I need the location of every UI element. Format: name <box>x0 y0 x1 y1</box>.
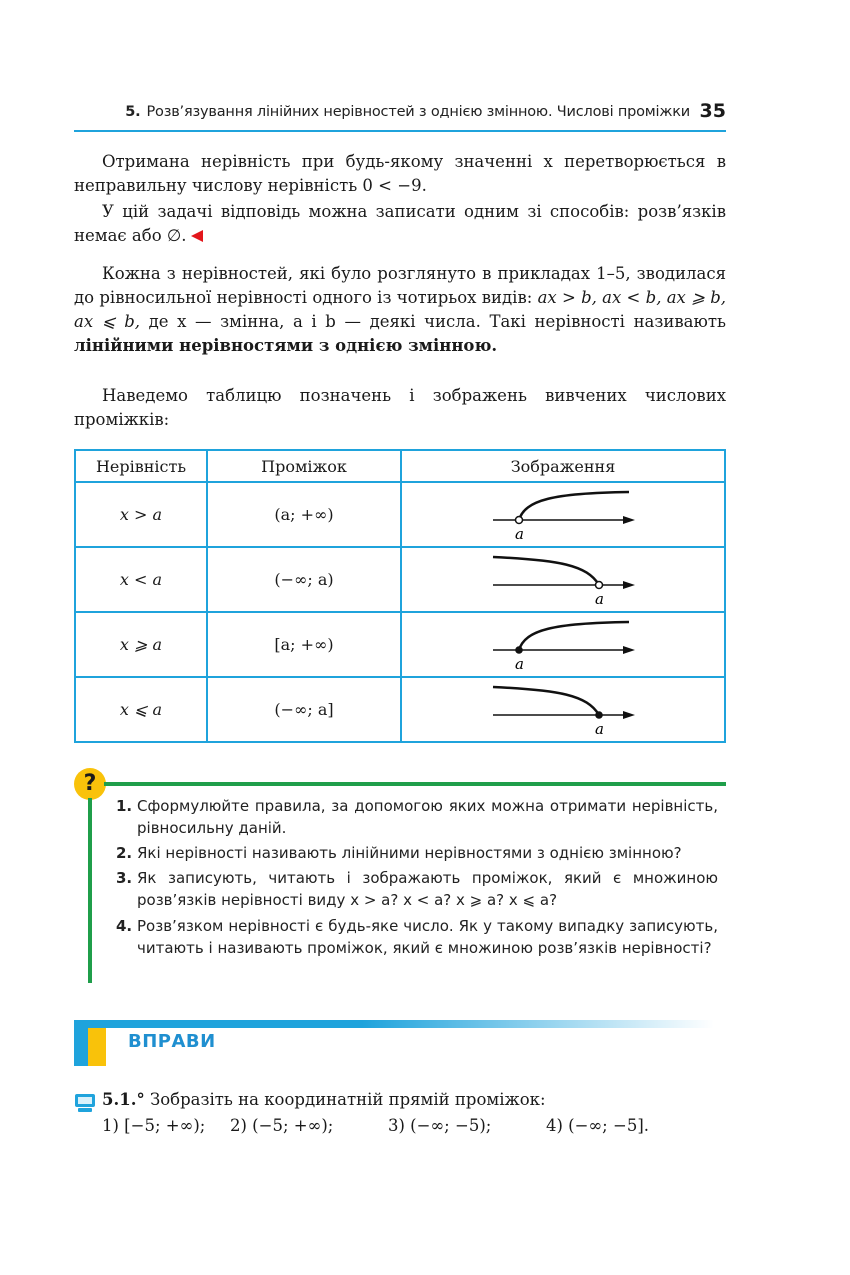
question-item <box>116 867 718 911</box>
inequality-cell <box>75 677 207 742</box>
interval-text: [a; +∞) <box>274 635 334 654</box>
question-text: Сформулюйте правила, за допомогою яких можна отримати нерівність, рівносильну даній. <box>137 797 718 837</box>
point-label: a <box>595 589 604 608</box>
exercises-banner-bar <box>74 1020 714 1028</box>
exercise-number: 5.1.° <box>102 1090 145 1109</box>
interval-text: (a; +∞) <box>274 505 334 524</box>
interval-text: (−∞; a) <box>274 570 334 589</box>
table-row <box>75 482 725 547</box>
paragraph-1: Отримана нерівність при будь-якому значенні x перетворюється в неправильну числову нерівність 0 < −9. <box>74 152 726 195</box>
definition-term: лінійними нерівностями з однією змінною. <box>74 336 498 355</box>
table-row <box>75 547 725 612</box>
exercise-5-1 <box>102 1090 546 1109</box>
exercise-options <box>102 1116 702 1135</box>
inequality-text: x ⩾ a <box>119 635 163 654</box>
paragraph-3 <box>74 262 726 358</box>
interval-text: (−∞; a] <box>274 700 334 719</box>
section-title: Розв’язування лінійних нерівностей з однією змінною. Числові проміжки <box>146 104 690 120</box>
table-row <box>75 677 725 742</box>
table-header: Проміжок <box>207 450 401 482</box>
question-text: Як записують, читають і зображають проміжок, який є множиною розв’язків нерівності виду x > a? x < a? x ⩾ a? x ⩽ a? <box>137 869 718 909</box>
picture-cell <box>401 677 725 742</box>
intervals-table <box>74 449 726 743</box>
question-number: 4. <box>116 917 133 935</box>
exercise-option: 1) [−5; +∞); <box>102 1116 206 1135</box>
point-label: a <box>515 524 524 543</box>
number-line-open-left-icon <box>463 550 663 610</box>
picture-cell <box>401 547 725 612</box>
inequality-text: x < a <box>119 570 163 589</box>
paragraph-2-text: У цій задачі відповідь можна записати одним зі способів: розв’язків немає або ∅. <box>74 202 726 245</box>
interval-cell <box>207 547 401 612</box>
inequality-cell <box>75 482 207 547</box>
interval-cell <box>207 482 401 547</box>
running-header <box>74 100 726 132</box>
header-title <box>125 104 690 120</box>
table-header: Зображення <box>401 450 725 482</box>
banner-flag-yellow <box>88 1028 106 1066</box>
number-line-closed-left-icon <box>463 680 663 740</box>
section-number: 5. <box>125 104 141 120</box>
paragraph-3-text-a: Кожна з нерівностей, які було розглянуто в прикладах 1–5, зводилася до рівносильної нерівності одного із чотирьох видів: <box>74 264 726 307</box>
question-number: 1. <box>116 797 133 815</box>
table-row <box>75 612 725 677</box>
exercise-text: Зобразіть на координатній прямій проміжок: <box>149 1090 546 1109</box>
table-header: Нерівність <box>75 450 207 482</box>
exercise-option: 2) (−5; +∞); <box>230 1116 334 1135</box>
paragraph-3-text-b: де x — змінна, a і b — деякі числа. Такі нерівності називають <box>140 312 726 331</box>
question-item <box>116 795 718 839</box>
interval-cell <box>207 612 401 677</box>
picture-cell <box>401 612 725 677</box>
point-label: a <box>595 719 604 738</box>
inequality-cell <box>75 547 207 612</box>
exercise-option: 3) (−∞; −5); <box>388 1116 492 1135</box>
point-label: a <box>515 654 524 673</box>
banner-flag-blue <box>74 1020 88 1066</box>
number-line-closed-right-icon <box>463 615 663 675</box>
inequality-text: x ⩽ a <box>119 700 163 719</box>
question-number: 3. <box>116 869 133 887</box>
computer-icon <box>74 1093 96 1113</box>
question-item <box>116 915 718 959</box>
table-header-row <box>75 450 725 482</box>
number-line-open-right-icon <box>463 485 663 545</box>
paragraph-2 <box>74 200 726 248</box>
exercise-option: 4) (−∞; −5]. <box>546 1116 649 1135</box>
end-of-solution-icon <box>191 230 203 242</box>
inequality-cell <box>75 612 207 677</box>
question-number: 2. <box>116 844 133 862</box>
paragraph-4: Наведемо таблицю позначень і зображень вивчених числових проміжків: <box>74 386 726 429</box>
questions-side-bar <box>88 798 92 983</box>
exercises-title: ВПРАВИ <box>128 1031 216 1052</box>
linear-forms: ax > b, ax < b, ax ⩾ b, ax ⩽ b, <box>74 288 726 331</box>
inequality-text: x > a <box>119 505 163 524</box>
interval-cell <box>207 677 401 742</box>
questions-divider <box>104 782 726 786</box>
question-text: Розв’язком нерівності є будь-яке число. Як у такому випадку записують, читають і називають проміжок, який є множиною розв’язків нерівності? <box>137 917 718 957</box>
question-mark-icon: ? <box>74 768 106 800</box>
question-text: Які нерівності називають лінійними нерівностями з однією змінною? <box>137 844 682 862</box>
picture-cell <box>401 482 725 547</box>
question-item <box>116 842 718 864</box>
page-number: 35 <box>699 100 726 122</box>
